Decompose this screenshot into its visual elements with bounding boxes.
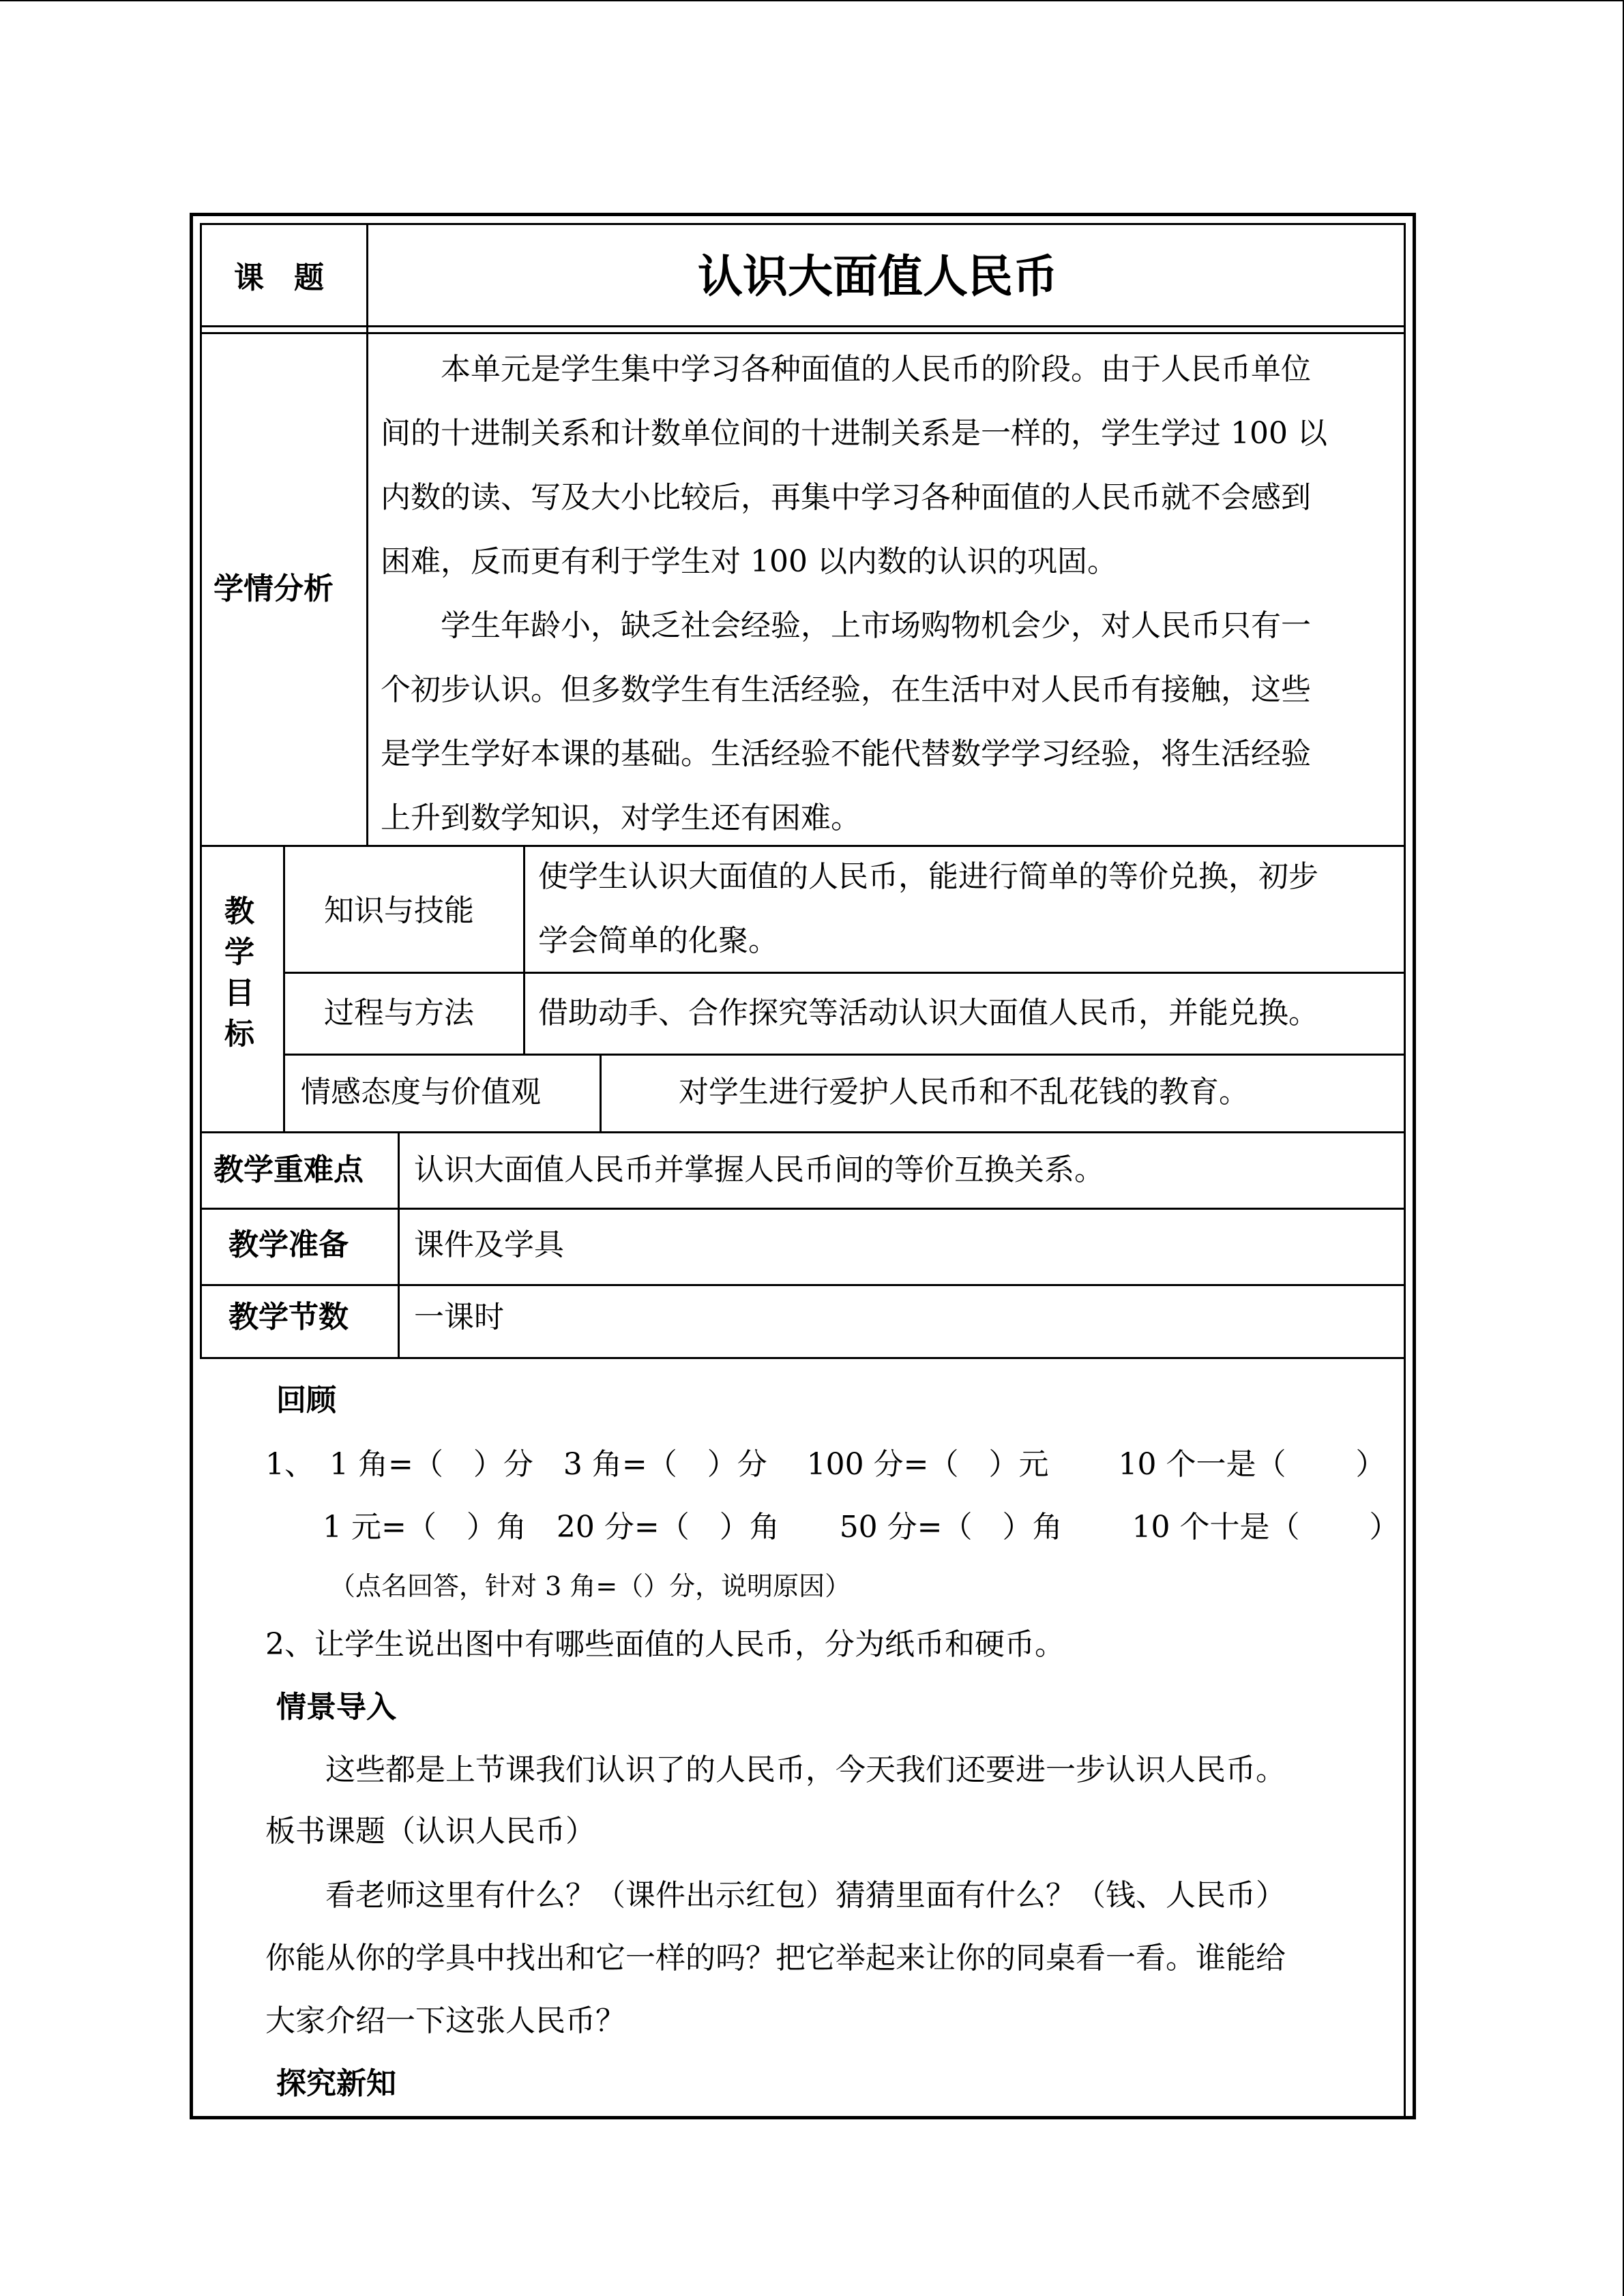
intro-line: 看老师这里有什么？（课件出示红包）猜猜里面有什么？（钱、人民币） xyxy=(265,1878,1286,1913)
analysis-text xyxy=(381,338,1397,850)
inner-left-border xyxy=(200,223,202,1359)
goal-knowledge-label: 知识与技能 xyxy=(324,893,474,928)
analysis-line: 学生年龄小，缺乏社会经验，上市场购物机会少，对人民币只有一 xyxy=(381,608,1311,643)
page-top-border xyxy=(0,0,1624,1)
goal-knowledge-text xyxy=(538,845,1398,973)
analysis-line: 间的十进制关系和计数单位间的十进制关系是一样的，学生学过 100 以 xyxy=(381,416,1327,451)
divider xyxy=(200,325,1406,327)
goals-label-char: 目 xyxy=(224,976,254,1011)
goal-line: 使学生认识大面值的人民币，能进行简单的等价兑换，初步 xyxy=(538,859,1318,894)
topic-label: 课 题 xyxy=(234,260,324,295)
inner-right-border xyxy=(1404,1359,1406,2116)
inner-right-border xyxy=(1404,223,1406,1359)
analysis-line: 困难，反而更有利于学生对 100 以内数的认识的巩固。 xyxy=(381,544,1117,579)
review-q2: 2、让学生说出图中有哪些面值的人民币，分为纸币和硬币。 xyxy=(265,1627,1065,1662)
intro-line: 这些都是上节课我们认识了的人民币，今天我们还要进一步认识人民币。 xyxy=(265,1753,1286,1787)
explore-heading: 探究新知 xyxy=(276,2066,396,2101)
inner-top-border xyxy=(200,223,1406,225)
divider xyxy=(200,1131,1406,1133)
divider xyxy=(398,1131,400,1359)
analysis-line: 个初步认识。但多数学生有生活经验，在生活中对人民币有接触，这些 xyxy=(381,672,1311,707)
divider xyxy=(523,972,525,1054)
page-title: 认识大面值人民币 xyxy=(698,250,1058,303)
goal-line: 学会简单的化聚。 xyxy=(538,923,778,958)
goals-label-char: 学 xyxy=(224,935,254,970)
review-heading: 回顾 xyxy=(276,1383,336,1418)
analysis-label: 学情分析 xyxy=(213,571,334,606)
periods-value: 一课时 xyxy=(414,1300,504,1335)
divider xyxy=(366,332,368,845)
analysis-line: 是学生学好本课的基础。生活经验不能代替数学学习经验，将生活经验 xyxy=(381,736,1311,771)
analysis-line: 上升到数学知识，对学生还有困难。 xyxy=(381,801,861,835)
goals-label-char: 教 xyxy=(224,894,254,929)
preparation-value: 课件及学具 xyxy=(414,1227,564,1262)
review-q1-note: （点名回答，针对 3 角=（）分，说明原因） xyxy=(329,1571,851,1601)
divider xyxy=(523,845,525,972)
divider xyxy=(600,1054,602,1131)
divider xyxy=(200,1208,1406,1210)
analysis-line: 内数的读、写及大小比较后，再集中学习各种面值的人民币就不会感到 xyxy=(381,480,1311,515)
divider xyxy=(200,332,1406,334)
divider xyxy=(366,223,368,332)
review-q1-line2: 1 元=（ ）角 20 分=（ ）角 50 分=（ ）角 10 个十是（ ） xyxy=(323,1510,1400,1545)
analysis-line: 本单元是学生集中学习各种面值的人民币的阶段。由于人民币单位 xyxy=(381,352,1311,387)
divider xyxy=(283,1054,1406,1056)
divider xyxy=(200,1284,1406,1286)
intro-heading: 情景导入 xyxy=(276,1690,396,1725)
intro-line: 你能从你的学具中找出和它一样的吗？把它举起来让你的同桌看一看。谁能给 xyxy=(265,1941,1286,1976)
preparation-label: 教学准备 xyxy=(228,1227,349,1262)
lesson-plan-table xyxy=(190,213,1416,2119)
goals-label xyxy=(224,891,259,1055)
key-points-value: 认识大面值人民币并掌握人民币间的等价互换关系。 xyxy=(414,1152,1104,1187)
intro-line: 板书课题（认识人民币） xyxy=(265,1814,595,1849)
goal-emotion-label: 情感态度与价值观 xyxy=(301,1075,541,1109)
divider xyxy=(200,1357,1406,1359)
review-q1-line1: 1、 1 角=（ ）分 3 角=（ ）分 100 分=（ ）元 10 个一是（ ） xyxy=(265,1447,1386,1482)
goal-process-label: 过程与方法 xyxy=(324,996,474,1030)
periods-label: 教学节数 xyxy=(228,1300,349,1335)
goal-emotion-text: 对学生进行爱护人民币和不乱花钱的教育。 xyxy=(679,1075,1249,1109)
key-points-label: 教学重难点 xyxy=(213,1152,364,1187)
divider xyxy=(283,845,285,1131)
goal-process-text: 借助动手、合作探究等活动认识大面值人民币，并能兑换。 xyxy=(538,996,1318,1030)
intro-line: 大家介绍一下这张人民币？ xyxy=(265,2003,625,2038)
divider xyxy=(283,972,1406,974)
goals-label-char: 标 xyxy=(224,1017,254,1052)
